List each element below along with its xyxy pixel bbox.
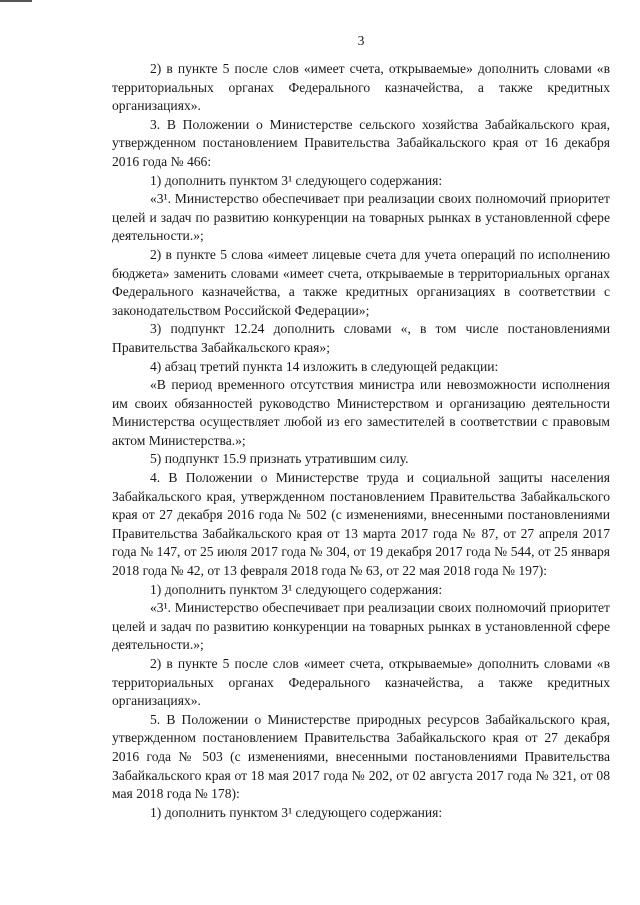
paragraph-8: «В период временного отсутствия министра или невозможности исполнения им своих обязанностей руководство Министерством и организацию деятельности Министерства осуществляет любой из его заместителей в соответствии с правовым актом Министерства.»; [112,377,610,448]
paragraph-11: 1) дополнить пунктом 3¹ следующего содержания: [150,581,443,597]
page-number: 3 [357,33,365,48]
paragraph-5: 2) в пункте 5 слова «имеет лицевые счета для учета операций по исполнению бюджета» заменить словами «имеет счета, открываемые в территориальных органах Федерального казначейства, а также кредитных организациях в соответствии с законодательством Российской Федерации»; [112,246,610,318]
paragraph-9: 5) подпункт 15.9 признать утратившим силу. [150,451,409,467]
paragraph-2: 3. В Положении о Министерстве сельского хозяйства Забайкальского края, утвержденном постановлением Правительства Забайкальского края от 16 декабря 2016 года № 466: [112,116,610,169]
scan-edge-mark [0,0,32,2]
paragraph-1: 2) в пункте 5 после слов «имеет счета, открываемые» дополнить словами «в территориальных органах Федерального казначейства, а также кредитных организациях». [112,61,610,114]
paragraph-13: 2) в пункте 5 после слов «имеет счета, открываемые» дополнить словами «в территориальных органах Федерального казначейства, а также кредитных организациях». [112,656,610,709]
document-body [112,60,610,822]
paragraph-14: 5. В Положении о Министерстве природных ресурсов Забайкальского края, утвержденном постановлением Правительства Забайкальского края от 27 декабря 2016 года № 503 (с изменениями, внесенными постановлениями Правительства Забайкальского края от 18 мая 2017 года № 202, от 02 августа 2017 года № 321, от 08 мая 2018 года № 178): [112,711,610,802]
paragraph-12: «3¹. Министерство обеспечивает при реализации своих полномочий приоритет целей и задач по развитию конкуренции на товарных рынках в установленной сфере деятельности.»; [112,600,610,653]
paragraph-10: 4. В Положении о Министерстве труда и социальной защиты населения Забайкальского края, утвержденном постановлением Правительства Забайкальского края от 27 декабря 2016 года № 502 (с изменениями, внесенными постановлениями Правительства Забайкальского края от 13 марта 2017 года № 87, от 27 апреля 2017 года № 147, от 25 июля 2017 года № 304, от 19 декабря 2017 года № 544, от 25 января 2018 года № 42, от 13 февраля 2018 года № 63, от 22 мая 2018 года № 197): [112,470,610,579]
paragraph-7: 4) абзац третий пункта 14 изложить в следующей редакции: [150,358,499,374]
paragraph-4: «3¹. Министерство обеспечивает при реализации своих полномочий приоритет целей и задач по развитию конкуренции на товарных рынках в установленной сфере деятельности.»; [112,191,610,244]
paragraph-6: 3) подпункт 12.24 дополнить словами «, в том числе постановлениями Правительства Забайкальского края»; [112,321,610,355]
paragraph-3: 1) дополнить пунктом 3¹ следующего содержания: [150,172,443,188]
paragraph-15: 1) дополнить пунктом 3¹ следующего содержания: [150,804,443,820]
